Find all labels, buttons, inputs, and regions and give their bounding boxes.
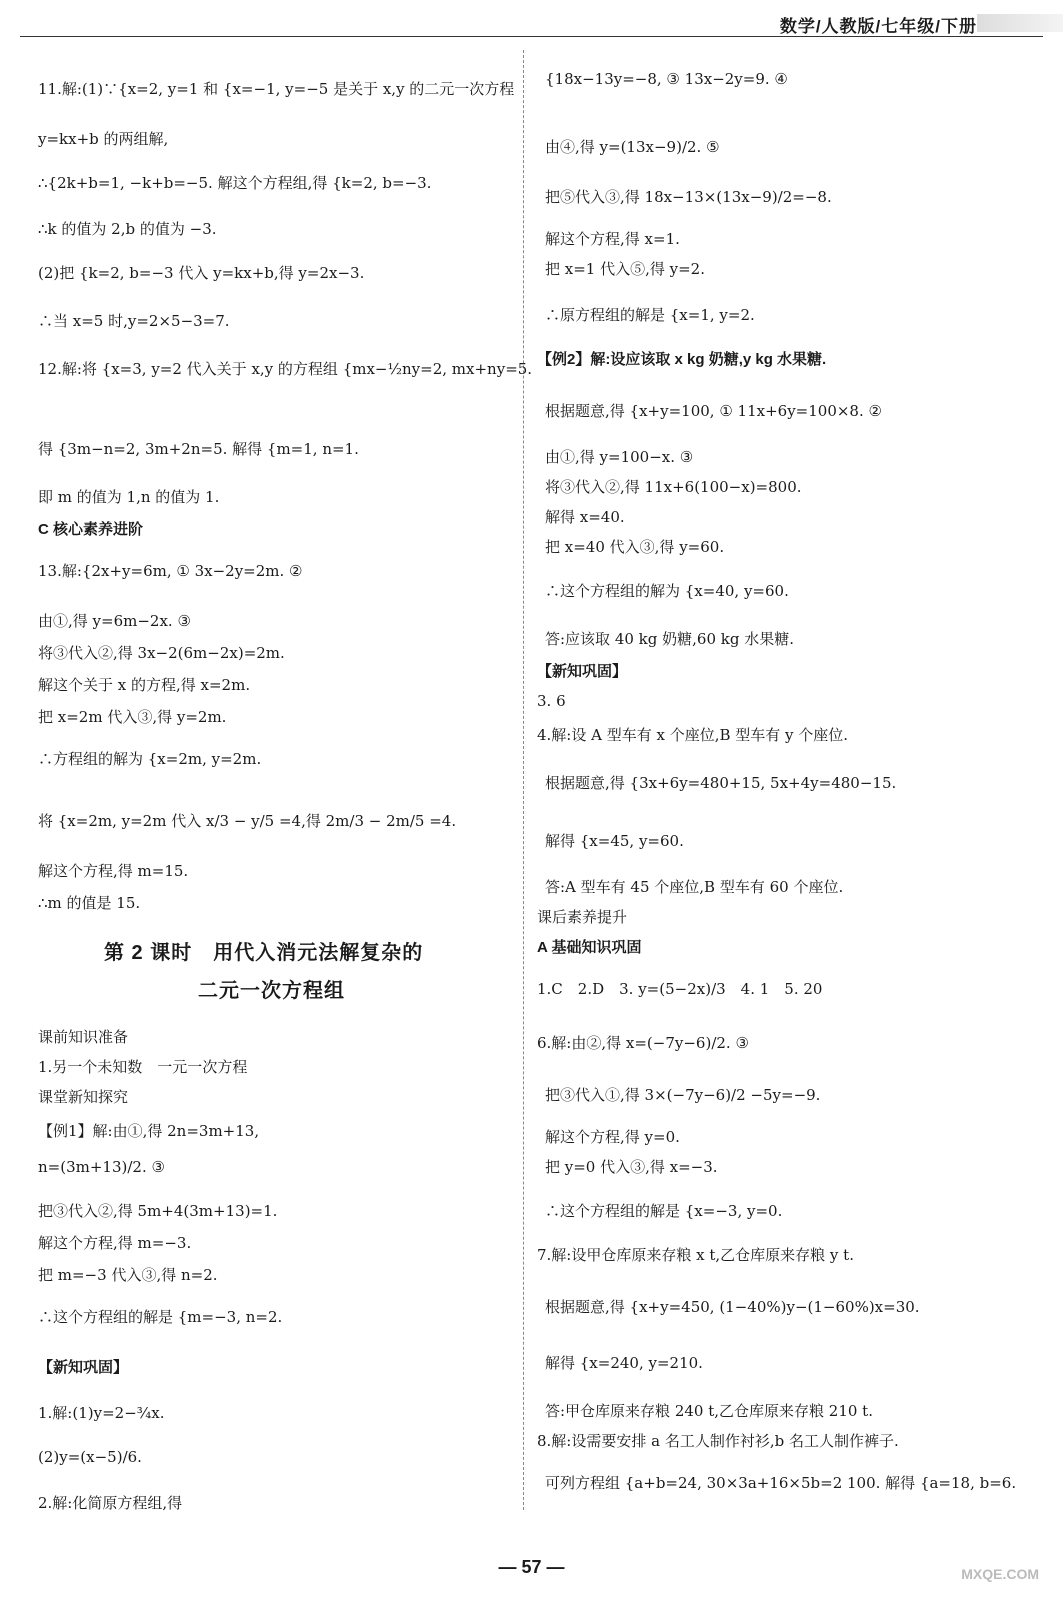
line: 得 {3m−n=2, 3m+2n=5. 解得 {m=1, n=1.: [38, 440, 359, 458]
line: 根据题意,得 {3x+6y=480+15, 5x+4y=480−15.: [545, 774, 897, 792]
line: 把 y=0 代入③,得 x=−3.: [545, 1158, 718, 1176]
line: 1.解:(1)y=2−¾x.: [38, 1404, 165, 1422]
watermark: MXQE.COM: [961, 1566, 1039, 1582]
line: 13.解:{2x+y=6m, ① 3x−2y=2m. ②: [38, 562, 303, 580]
line: 根据题意,得 {x+y=450, (1−40%)y−(1−60%)x=30.: [545, 1298, 920, 1316]
line: 把 x=40 代入③,得 y=60.: [545, 538, 725, 556]
line: 4.解:设 A 型车有 x 个座位,B 型车有 y 个座位.: [537, 726, 849, 744]
lesson-title: 第 2 课时 用代入消元法解复杂的: [104, 942, 424, 964]
line: 将③代入②,得 3x−2(6m−2x)=2m.: [38, 644, 285, 662]
line: 解得 x=40.: [545, 508, 625, 526]
line: 根据题意,得 {x+y=100, ① 11x+6y=100×8. ②: [545, 402, 882, 420]
line: ∴{2k+b=1, −k+b=−5. 解这个方程组,得 {k=2, b=−3.: [38, 174, 432, 192]
line: y=kx+b 的两组解,: [38, 130, 169, 148]
line: 把③代入①,得 3×(−7y−6)/2 −5y=−9.: [545, 1086, 821, 1104]
column-divider: [523, 50, 524, 1510]
line: 把 x=2m 代入③,得 y=2m.: [38, 708, 227, 726]
lesson-title: 二元一次方程组: [198, 980, 345, 1002]
line: 即 m 的值为 1,n 的值为 1.: [38, 488, 220, 506]
line: 把 x=1 代入⑤,得 y=2.: [545, 260, 705, 278]
line: 8.解:设需要安排 a 名工人制作衬衫,b 名工人制作裤子.: [537, 1432, 899, 1450]
line: n=(3m+13)/2. ③: [38, 1158, 165, 1176]
section-heading: C 核心素养进阶: [38, 521, 144, 538]
line: 12.解:将 {x=3, y=2 代入关于 x,y 的方程组 {mx−½ny=2, mx+ny=5.: [38, 360, 533, 378]
line: (2)y=(x−5)/6.: [38, 1448, 142, 1466]
line: 把 m=−3 代入③,得 n=2.: [38, 1266, 218, 1284]
header-rule: [20, 36, 1043, 37]
line: 答:A 型车有 45 个座位,B 型车有 60 个座位.: [545, 878, 844, 896]
header-decoration: [977, 14, 1063, 32]
section-label: 课后素养提升: [537, 908, 628, 926]
line: 由①,得 y=6m−2x. ③: [38, 612, 191, 630]
line: 将 {x=2m, y=2m 代入 x/3 − y/5 =4,得 2m/3 − 2m/5 =4.: [38, 812, 457, 830]
line: 【例1】解:由①,得 2n=3m+13,: [38, 1122, 260, 1140]
line: ∴m 的值是 15.: [38, 894, 141, 912]
line: ∴方程组的解为 {x=2m, y=2m.: [38, 750, 262, 768]
line: ∴这个方程组的解是 {x=−3, y=0.: [545, 1202, 783, 1220]
line: 解这个关于 x 的方程,得 x=2m.: [38, 676, 251, 694]
line: ∴这个方程组的解是 {m=−3, n=2.: [38, 1308, 283, 1326]
line: 解得 {x=45, y=60.: [545, 832, 684, 850]
line: 1.另一个未知数 一元一次方程: [38, 1058, 248, 1076]
line: 2.解:化简原方程组,得: [38, 1494, 183, 1512]
section-label: 课堂新知探究: [38, 1088, 129, 1106]
page-header: 数学/人教版/七年级/下册: [779, 17, 977, 36]
section-heading: 【新知巩固】: [537, 663, 628, 680]
line: 解这个方程,得 x=1.: [545, 230, 680, 248]
line: 由④,得 y=(13x−9)/2. ⑤: [545, 138, 720, 156]
line: 7.解:设甲仓库原来存粮 x t,乙仓库原来存粮 y t.: [537, 1246, 854, 1264]
line: 答:甲仓库原来存粮 240 t,乙仓库原来存粮 210 t.: [545, 1402, 873, 1420]
line: 解这个方程,得 y=0.: [545, 1128, 680, 1146]
section-heading: A 基础知识巩固: [537, 939, 642, 956]
line: ∴原方程组的解是 {x=1, y=2.: [545, 306, 755, 324]
line: 解这个方程,得 m=−3.: [38, 1234, 192, 1252]
line: (2)把 {k=2, b=−3 代入 y=kx+b,得 y=2x−3.: [38, 264, 365, 282]
line: 解得 {x=240, y=210.: [545, 1354, 703, 1372]
section-label: 课前知识准备: [38, 1028, 129, 1046]
line: 把③代入②,得 5m+4(3m+13)=1.: [38, 1202, 278, 1220]
line: 1.C 2.D 3. y=(5−2x)/3 4. 1 5. 20: [537, 980, 823, 998]
line: ∴这个方程组的解为 {x=40, y=60.: [545, 582, 789, 600]
line: 3. 6: [537, 692, 566, 710]
section-heading: 【新知巩固】: [38, 1359, 129, 1376]
line: 6.解:由②,得 x=(−7y−6)/2. ③: [537, 1034, 749, 1052]
line: ∴k 的值为 2,b 的值为 −3.: [38, 220, 217, 238]
line: 将③代入②,得 11x+6(100−x)=800.: [545, 478, 802, 496]
line: 可列方程组 {a+b=24, 30×3a+16×5b=2 100. 解得 {a=18, b=6.: [545, 1474, 1017, 1492]
page-number: — 57 —: [498, 1557, 565, 1577]
line: {18x−13y=−8, ③ 13x−2y=9. ④: [545, 70, 788, 88]
line: 解这个方程,得 m=15.: [38, 862, 189, 880]
line: 11.解:(1)∵{x=2, y=1 和 {x=−1, y=−5 是关于 x,y 的二元一次方程: [38, 80, 515, 98]
line: 由①,得 y=100−x. ③: [545, 448, 694, 466]
line: 把⑤代入③,得 18x−13×(13x−9)/2=−8.: [545, 188, 832, 206]
line: ∴当 x=5 时,y=2×5−3=7.: [38, 312, 230, 330]
example-heading: 【例2】解:设应该取 x kg 奶糖,y kg 水果糖.: [537, 351, 827, 368]
line: 答:应该取 40 kg 奶糖,60 kg 水果糖.: [545, 630, 794, 648]
